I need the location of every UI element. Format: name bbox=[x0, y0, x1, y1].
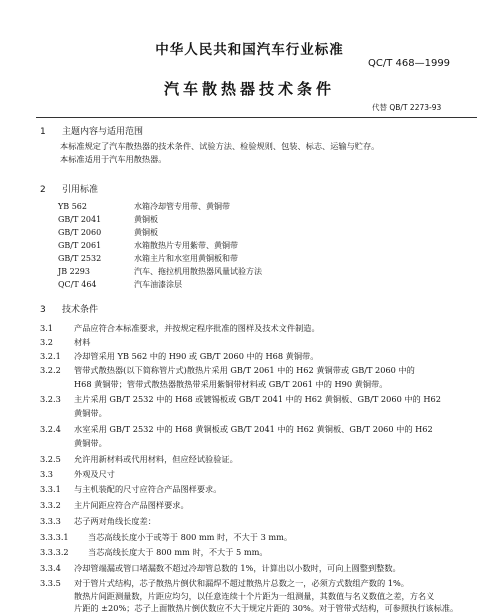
clause-number: 3.2.3 bbox=[40, 394, 61, 404]
clause-text: 外观及尺寸 bbox=[74, 469, 115, 479]
reference-code: JB 2293 bbox=[58, 267, 90, 276]
reference-item bbox=[58, 240, 238, 251]
section-heading bbox=[40, 302, 98, 315]
clause-line bbox=[40, 438, 480, 449]
reference-item bbox=[58, 214, 158, 225]
section-number: 2 bbox=[40, 185, 46, 195]
clause-line bbox=[40, 323, 480, 334]
reference-title: 汽车、拖拉机用散热器风量试验方法 bbox=[134, 267, 262, 276]
section-title: 主题内容与适用范围 bbox=[62, 127, 144, 137]
clause-text: 允许用新材料或代用材料，但应经试验验证。 bbox=[74, 454, 238, 464]
clause-number: 3.3 bbox=[40, 469, 54, 479]
clause-number: 3.2.2 bbox=[40, 365, 61, 375]
clause-text: 当芯高线长度小于或等于 800 mm 时，不大于 3 mm。 bbox=[88, 532, 293, 542]
clause-text: 产品应符合本标准要求，并按规定程序批准的图样及技术文件制造。 bbox=[74, 323, 320, 333]
document-title: 汽车散热器技术条件 bbox=[163, 80, 335, 98]
clause-line bbox=[40, 337, 480, 348]
clause-number: 3.3.3 bbox=[40, 516, 61, 526]
clause-line bbox=[40, 603, 480, 614]
clause-line bbox=[40, 394, 480, 405]
clause-line bbox=[40, 591, 480, 602]
clause-number: 3.3.4 bbox=[40, 563, 61, 573]
replaces-note: 代替 QB/T 2273-93 bbox=[372, 103, 442, 112]
clause-number: 3.2.4 bbox=[40, 424, 61, 434]
reference-code: GB/T 2041 bbox=[58, 215, 102, 224]
clause-text: 芯子两对角线长度差： bbox=[74, 516, 156, 526]
reference-item bbox=[58, 279, 182, 290]
clause-text: 与主机装配的尺寸应符合产品图样要求。 bbox=[74, 484, 222, 494]
reference-item bbox=[58, 266, 262, 277]
section-title: 技术条件 bbox=[62, 305, 99, 315]
clause-number: 3.1 bbox=[40, 323, 54, 333]
clause-number: 3.3.1 bbox=[40, 484, 61, 494]
clause-line bbox=[40, 578, 480, 589]
reference-item bbox=[58, 201, 230, 212]
clause-text: 当芯高线长度大于 800 mm 时，不大于 5 mm。 bbox=[88, 547, 268, 557]
clause-line bbox=[40, 365, 480, 376]
scope-text: 本标准规定了汽车散热器的技术条件、试验方法、检验规则、包装、标志、运输与贮存。 bbox=[60, 141, 380, 151]
clause-number: 3.2.5 bbox=[40, 454, 61, 464]
clause-line bbox=[40, 500, 480, 511]
clause-text: 水室采用 GB/T 2532 中的 H68 黄铜板或 GB/T 2041 中的 H62 黄铜板、GB/T 2060 中的 H62 bbox=[74, 424, 433, 434]
clause-text: 主片采用 GB/T 2532 中的 H68 或镀锡板或 GB/T 2041 中的 H62 黄铜板、GB/T 2060 中的 H62 bbox=[74, 394, 441, 404]
reference-title: 黄铜板 bbox=[134, 228, 158, 237]
standard-title: 中华人民共和国汽车行业标准 bbox=[155, 42, 344, 58]
clause-number: 3.2.1 bbox=[40, 351, 61, 361]
section-number: 3 bbox=[40, 305, 46, 315]
clause-text: 散热片间距测量数，片距应均匀，以任意连续十个片距为一组测量，其数值与名义数值之差，方名义 bbox=[74, 591, 435, 601]
reference-title: 水箱冷却管专用带、黄铜带 bbox=[134, 202, 230, 211]
clause-number: 3.3.3.1 bbox=[40, 532, 69, 542]
reference-code: GB/T 2061 bbox=[58, 241, 102, 250]
clause-line bbox=[40, 351, 480, 362]
section-title: 引用标准 bbox=[62, 185, 99, 195]
clause-number: 3.3.5 bbox=[40, 578, 61, 588]
clause-line bbox=[40, 563, 480, 574]
reference-title: 汽车油漆涂层 bbox=[134, 280, 182, 289]
reference-title: 水箱主片和水室用黄铜板和带 bbox=[134, 254, 238, 263]
clause-line bbox=[40, 379, 480, 390]
clause-line bbox=[40, 532, 480, 543]
clause-line bbox=[40, 516, 480, 527]
clause-text: 管带式散热器(以下简称管片式)散热片采用 GB/T 2061 中的 H62 黄铜带或 GB/T 2060 中的 bbox=[74, 365, 415, 375]
clause-text: 冷却管端漏或管口堵漏数不超过冷却管总数的 1%，计算出以小数时，可向上圆整到整数。 bbox=[74, 563, 401, 573]
reference-code: GB/T 2060 bbox=[58, 228, 102, 237]
clause-number: 3.3.3.2 bbox=[40, 547, 69, 557]
standard-number: QC/T 468—1999 bbox=[368, 58, 451, 69]
clause-line bbox=[40, 408, 480, 419]
header-divider bbox=[36, 117, 477, 118]
reference-code: GB/T 2532 bbox=[58, 254, 102, 263]
clause-text: 片距的 ±20%；芯子上面散热片倒伏数应不大于规定片距的 30%。对于管带式结构，可参照执行该标准。 bbox=[74, 603, 459, 613]
section-number: 1 bbox=[40, 127, 46, 137]
clause-line bbox=[40, 484, 480, 495]
scope-text: 本标准适用于汽车用散热器。 bbox=[60, 154, 167, 164]
reference-title: 水箱散热片专用紫带、黄铜带 bbox=[134, 241, 238, 250]
clause-text: 主片间距应符合产品图样要求。 bbox=[74, 500, 189, 510]
clause-line bbox=[40, 454, 480, 465]
reference-code: QC/T 464 bbox=[58, 280, 97, 289]
clause-line bbox=[40, 424, 480, 435]
section-heading bbox=[40, 124, 143, 137]
reference-title: 黄铜板 bbox=[134, 215, 158, 224]
reference-code: YB 562 bbox=[58, 202, 87, 211]
clause-text: 材料 bbox=[74, 337, 91, 347]
clause-text: 对于管片式结构，芯子散热片倒伏和漏焊不超过散热片总数之一，必须方式数组产数的 1%。 bbox=[74, 578, 409, 588]
clause-text: 冷却管采用 YB 562 中的 H90 或 GB/T 2060 中的 H68 黄铜带。 bbox=[74, 351, 319, 361]
clause-number: 3.2 bbox=[40, 337, 54, 347]
clause-text: 黄铜带。 bbox=[74, 438, 107, 448]
reference-item bbox=[58, 253, 238, 264]
clause-line bbox=[40, 469, 480, 480]
clause-text: H68 黄铜带；管带式散热器散热带采用紫铜带材料或 GB/T 2061 中的 H90 黄铜带。 bbox=[74, 379, 388, 389]
clause-line bbox=[40, 547, 480, 558]
section-heading bbox=[40, 182, 98, 195]
reference-item bbox=[58, 227, 158, 238]
clause-text: 黄铜带。 bbox=[74, 408, 107, 418]
clause-number: 3.3.2 bbox=[40, 500, 61, 510]
